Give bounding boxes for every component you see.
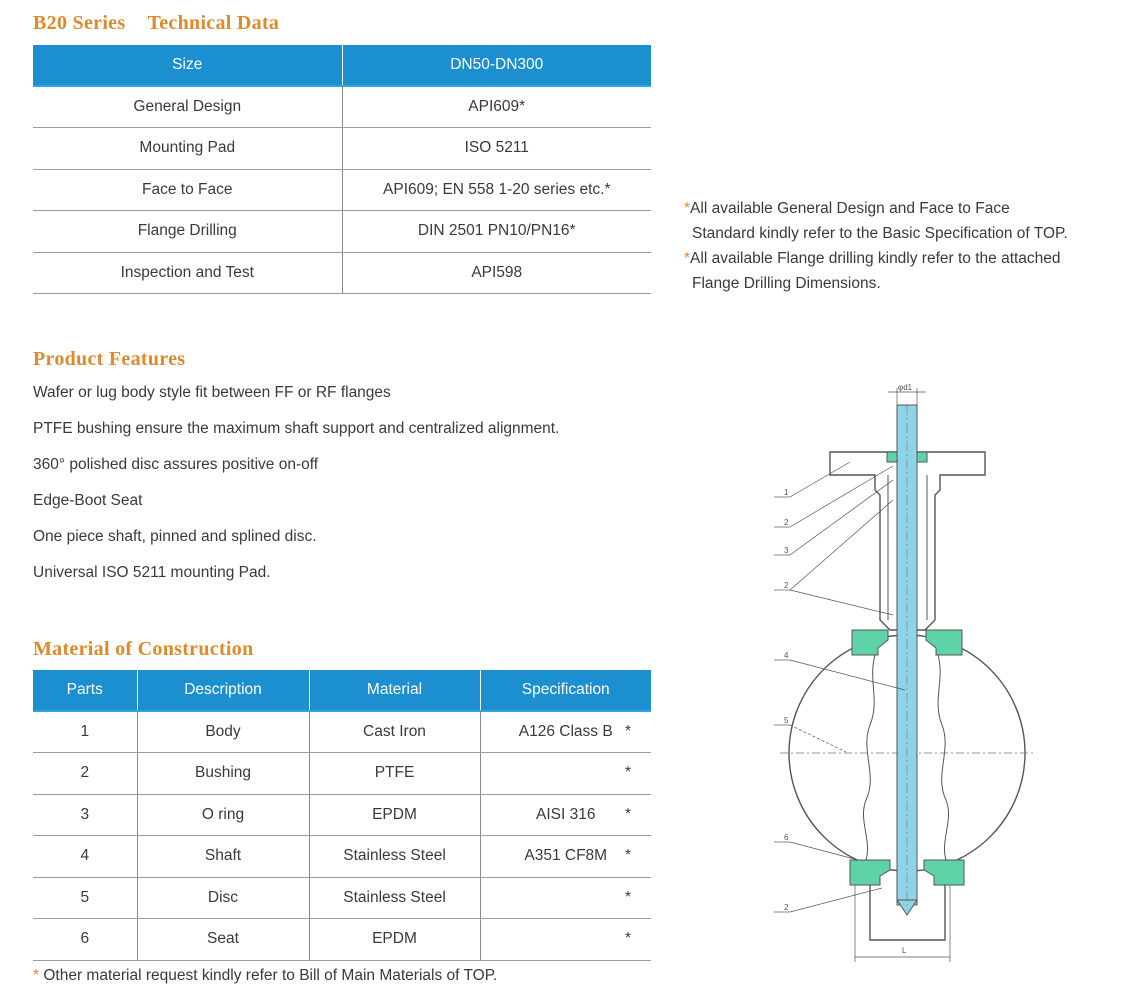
feature-item: 360° polished disc assures positive on-off <box>33 456 319 473</box>
part-number: 4 <box>33 836 137 878</box>
callout-6: 6 <box>784 833 789 842</box>
disc-profile-left <box>863 655 875 860</box>
part-material: Cast Iron <box>309 711 480 753</box>
table-row <box>33 877 651 919</box>
shaft-tip <box>897 900 917 915</box>
table-row <box>33 753 651 795</box>
spec-text: AISI 316 <box>536 805 596 823</box>
table-row <box>33 836 651 878</box>
callout-1: 1 <box>784 488 789 497</box>
spec-text: A126 Class B <box>518 723 613 740</box>
callout-3: 3 <box>784 546 789 555</box>
footnote-text: Other material request kindly refer to Bill of Main Materials of TOP. <box>39 967 498 984</box>
spec-star: * <box>624 723 631 740</box>
leader-line <box>790 590 893 615</box>
part-material: EPDM <box>309 919 480 961</box>
technical-notes <box>684 196 1068 296</box>
feature-item: Wafer or lug body style fit between FF or RF flanges <box>33 384 391 401</box>
leader-line <box>790 660 905 690</box>
spec-star: * <box>624 930 631 948</box>
shaft-diameter-label: φd1 <box>898 383 913 392</box>
part-number: 5 <box>33 877 137 919</box>
note-line <box>684 246 1068 271</box>
technical-value: DIN 2501 PN10/PN16* <box>342 211 651 253</box>
header-size: Size <box>33 45 342 86</box>
series-name: B20 Series <box>33 12 126 34</box>
technical-data-heading <box>33 12 279 35</box>
header-size-range: DN50-DN300 <box>342 45 651 86</box>
note-line: Flange Drilling Dimensions. <box>692 275 881 292</box>
technical-label: Face to Face <box>33 169 342 211</box>
leader-line <box>790 888 882 912</box>
header-material: Material <box>309 670 480 711</box>
callout-2c: 2 <box>784 903 789 912</box>
spec-star: * <box>624 805 631 823</box>
spec-star: * <box>624 764 631 782</box>
technical-label: Inspection and Test <box>33 252 342 294</box>
part-specification <box>480 753 651 795</box>
part-description: Bushing <box>137 753 309 795</box>
part-description: Disc <box>137 877 309 919</box>
valve-cross-section-drawing <box>760 380 1050 970</box>
callout-4: 4 <box>784 651 789 660</box>
technical-data-title: Technical Data <box>147 12 280 34</box>
footnote-star: * <box>33 967 40 984</box>
leader-line <box>790 725 846 752</box>
feature-item: Universal ISO 5211 mounting Pad. <box>33 564 271 581</box>
part-description: Body <box>137 711 309 753</box>
material-construction-heading: Material of Construction <box>33 638 254 660</box>
table-row <box>33 128 651 170</box>
table-row <box>33 252 651 294</box>
technical-label: Flange Drilling <box>33 211 342 253</box>
technical-value: API609; EN 558 1-20 series etc.* <box>342 169 651 211</box>
technical-label: Mounting Pad <box>33 128 342 170</box>
table-row <box>33 169 651 211</box>
part-specification <box>480 877 651 919</box>
part-number: 2 <box>33 753 137 795</box>
part-number: 6 <box>33 919 137 961</box>
feature-item: PTFE bushing ensure the maximum shaft support and centralized alignment. <box>33 420 560 437</box>
part-material: PTFE <box>309 753 480 795</box>
technical-data-table <box>33 45 651 294</box>
header-description: Description <box>137 670 309 711</box>
note-text: All available Flange drilling kindly refer to the attached <box>690 250 1061 267</box>
leader-line <box>790 500 893 590</box>
table-row <box>33 919 651 961</box>
materials-table <box>33 670 651 961</box>
part-number: 1 <box>33 711 137 753</box>
table-row <box>33 794 651 836</box>
note-star: * <box>684 200 691 217</box>
part-material: Stainless Steel <box>309 877 480 919</box>
leader-line <box>790 462 850 497</box>
technical-header-row <box>33 45 651 86</box>
materials-footnote <box>33 967 497 985</box>
header-parts: Parts <box>33 670 137 711</box>
disc-profile-right <box>938 655 949 860</box>
note-line: Standard kindly refer to the Basic Specification of TOP. <box>692 225 1068 242</box>
part-number: 3 <box>33 794 137 836</box>
materials-header-row <box>33 670 651 711</box>
part-specification <box>480 794 651 836</box>
table-row <box>33 711 651 753</box>
note-line <box>684 196 1068 221</box>
spec-star: * <box>624 888 631 906</box>
technical-label: General Design <box>33 86 342 128</box>
callout-2b: 2 <box>784 581 789 590</box>
technical-value: API609* <box>342 86 651 128</box>
leader-line <box>790 842 858 860</box>
table-row <box>33 86 651 128</box>
part-description: Shaft <box>137 836 309 878</box>
technical-value: API598 <box>342 252 651 294</box>
callout-5: 5 <box>784 716 789 725</box>
part-material: Stainless Steel <box>309 836 480 878</box>
part-material: EPDM <box>309 794 480 836</box>
table-row <box>33 211 651 253</box>
header-specification: Specification <box>480 670 651 711</box>
feature-item: One piece shaft, pinned and splined disc. <box>33 528 317 545</box>
part-specification <box>480 836 651 878</box>
spec-text: A351 CF8M <box>524 847 608 865</box>
features-list <box>33 381 559 597</box>
width-label: L <box>902 946 907 955</box>
product-features-heading: Product Features <box>33 348 186 370</box>
feature-item: Edge-Boot Seat <box>33 492 143 509</box>
part-description: O ring <box>137 794 309 836</box>
spec-star: * <box>624 847 631 865</box>
note-star: * <box>684 250 691 267</box>
note-text: All available General Design and Face to Face <box>690 200 1010 217</box>
part-specification <box>480 919 651 961</box>
technical-value: ISO 5211 <box>342 128 651 170</box>
part-specification <box>480 711 651 753</box>
part-description: Seat <box>137 919 309 961</box>
callout-2: 2 <box>784 518 789 527</box>
